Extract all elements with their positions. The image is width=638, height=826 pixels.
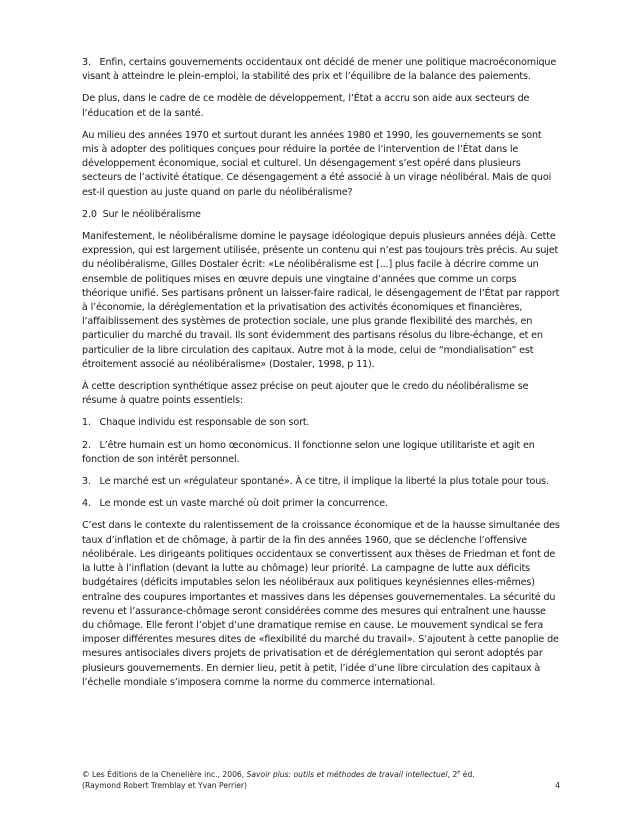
- list-item-2: 2. L’être humain est un homo œconomicus. Il fonctionne selon une logique utilitariste et agit en fonction de son intérêt personnel.: [82, 439, 535, 465]
- footer-copyright: © Les Éditions de la Chenelière inc., 2006,: [82, 770, 247, 779]
- paragraph-disengagement: Au milieu des années 1970 et surtout durant les années 1980 et 1990, les gouvernements se sont mis à adopter des politiques conçues pour réduire la portée de l’intervention de l’État dans le développement économique, social et culturel. Un désengagement s’est opéré dans plusieurs secteurs de l’activité étatique. Ce désengagement a été associé à un virage néolibéral. Mais de quoi est-il question au juste quand on parle du néolibéralisme?: [82, 129, 552, 198]
- paragraph-dostaler-quote: Manifestement, le néolibéralisme domine le paysage idéologique depuis plusieurs années déjà. Cette expression, qui est largement utilisée, présente un contenu qui n’est pas toujours très précis. Au sujet du néolibéralisme, Gilles Dostaler écrit: «Le néolibéralisme est [...] plus facile à décrire comme un ensemble de politiques mises en œuvre depuis une vingtaine d’années que comme un corps théorique unifié. Ses partisans prônent un laisser-faire radical, le désengagement de l’État par rapport à l’économie, la déréglementation et la privatisation des activités économiques et financières, l’affaiblissement des systèmes de protection sociale, une plus grande flexibilité des marchés, en particulier du marché du travail. Ils sont évidemment des partisans résolus du libre-échange, et en particulier de la libre circulation des capitaux. Autre mot à la mode, celui de “mondialisation” est étroitement associé au néolibéralisme» (Dostaler, 1998, p 11).: [82, 231, 560, 370]
- list-item-4: 4. Le monde est un vaste marché où doit primer la concurrence.: [82, 498, 388, 510]
- footer-authors: (Raymond Robert Tremblay et Yvan Perrier): [82, 781, 247, 790]
- footer-edition-prefix: , 2: [447, 770, 458, 779]
- list-item-1: 1. Chaque individu est responsable de son sort.: [82, 417, 310, 429]
- footer-citation: [82, 769, 560, 780]
- paragraph-four-points-intro: À cette description synthétique assez précise on peut ajouter que le credo du néolibéralisme se résume à quatre points essentiels:: [82, 381, 529, 407]
- page-number: 4: [555, 781, 560, 790]
- footer-edition-suffix: éd.: [460, 770, 475, 779]
- paragraph-point-3-macroeconomic: 3. Enfin, certains gouvernements occidentaux ont décidé de mener une politique macroéconomique visant à atteindre le plein-emploi, la stabilité des prix et l’équilibre de la balance des paiements.: [82, 57, 557, 83]
- footer-edition-sup: e: [457, 769, 461, 776]
- paragraph-state-aid: De plus, dans le cadre de ce modèle de développement, l’État a accru son aide aux secteurs de l’éducation et de la santé.: [82, 93, 530, 119]
- page-footer: [82, 769, 560, 791]
- section-heading-neoliberalism: 2.0 Sur le néolibéralisme: [82, 208, 201, 220]
- list-item-3: 3. Le marché est un «régulateur spontané». À ce titre, il implique la liberté la plus totale pour tous.: [82, 476, 549, 488]
- paragraph-neoliberal-offensive: C’est dans le contexte du ralentissement de la croissance économique et de la hausse simultanée des taux d’inflation et de chômage, à partir de la fin des années 1960, que se déclenche l’offensive néolibérale. Les dirigeants politiques occidentaux se convertissent aux thèses de Friedman et font de la lutte à l’inflation (devant la lutte au chômage) leur priorité. La campagne de lutte aux déficits budgétaires (déficits imputables selon les néolibéraux aux politiques keynésiennes elles-mêmes) entraîne des coupures importantes et massives dans les dépenses gouvernementales. La sécurité du revenu et l’assurance-chômage seront considérées comme des mesures qui entraînent une hausse du chômage. Elle feront l’objet d’une dramatique remise en cause. Le mouvement syndical se fera imposer différentes mesures dites de «flexibilité du marché du travail». S’ajoutent à cette panoplie de mesures antisociales divers projets de privatisation et de déréglementation qui seront adoptés par plusieurs gouvernements. En dernier lieu, petit à petit, l’idée d’une libre circulation des capitaux à l’échelle mondiale s’imposera comme la norme du commerce international.: [82, 520, 560, 688]
- document-body: [82, 56, 560, 698]
- footer-book-title: Savoir plus: outils et méthodes de travail intellectuel: [246, 770, 448, 779]
